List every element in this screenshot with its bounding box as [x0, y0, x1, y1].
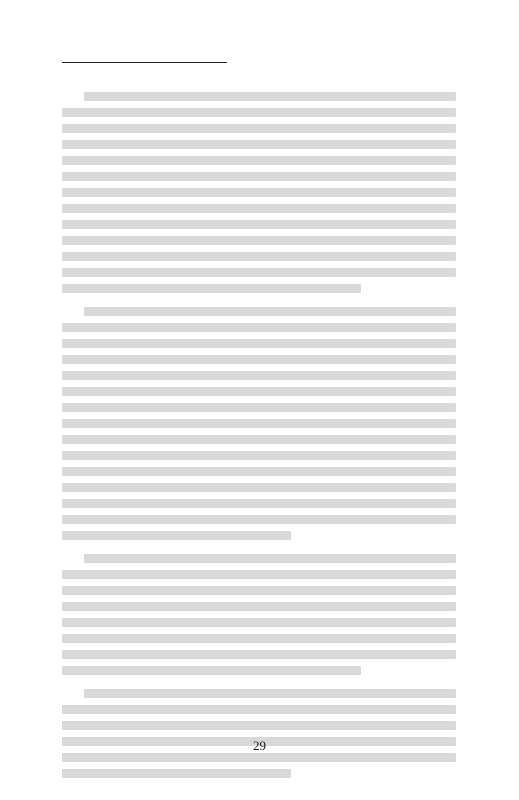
text-line-placeholder	[62, 172, 456, 181]
text-line-placeholder	[62, 268, 456, 277]
text-line-placeholder	[84, 307, 456, 316]
text-line-placeholder	[62, 387, 456, 396]
text-line-placeholder	[62, 323, 456, 332]
text-line-placeholder	[62, 108, 456, 117]
text-line-placeholder	[62, 586, 456, 595]
text-line-placeholder	[62, 650, 456, 659]
text-line-placeholder	[62, 769, 291, 778]
text-line-placeholder	[62, 570, 456, 579]
text-line-placeholder	[62, 371, 456, 380]
text-line-placeholder	[62, 140, 456, 149]
text-line-placeholder	[62, 435, 456, 444]
text-line-placeholder	[62, 483, 456, 492]
text-line-placeholder	[62, 618, 456, 627]
body-text	[62, 92, 456, 704]
text-line-placeholder	[62, 339, 456, 348]
text-line-placeholder	[62, 156, 456, 165]
page-number: 29	[253, 738, 266, 753]
text-line-placeholder	[84, 554, 456, 563]
text-line-placeholder	[62, 634, 456, 643]
text-line-placeholder	[62, 188, 456, 197]
text-line-placeholder	[62, 602, 456, 611]
text-line-placeholder	[62, 705, 456, 714]
text-line-placeholder	[62, 419, 456, 428]
text-line-placeholder	[62, 666, 361, 675]
text-line-placeholder	[62, 220, 456, 229]
paragraph	[62, 689, 456, 778]
text-line-placeholder	[62, 531, 291, 540]
text-line-placeholder	[62, 451, 456, 460]
text-line-placeholder	[62, 515, 456, 524]
paragraph	[62, 554, 456, 675]
text-line-placeholder	[62, 753, 456, 762]
text-line-placeholder	[62, 721, 456, 730]
paragraph	[62, 92, 456, 293]
text-line-placeholder	[62, 236, 456, 245]
text-line-placeholder	[62, 355, 456, 364]
text-line-placeholder	[84, 689, 456, 698]
text-line-placeholder	[62, 403, 456, 412]
text-line-placeholder	[62, 204, 456, 213]
text-line-placeholder	[62, 499, 456, 508]
header-rule	[62, 62, 227, 63]
text-line-placeholder	[84, 92, 456, 101]
text-line-placeholder	[62, 284, 361, 293]
text-line-placeholder	[62, 467, 456, 476]
text-line-placeholder	[62, 124, 456, 133]
paragraph	[62, 307, 456, 540]
text-line-placeholder	[62, 252, 456, 261]
